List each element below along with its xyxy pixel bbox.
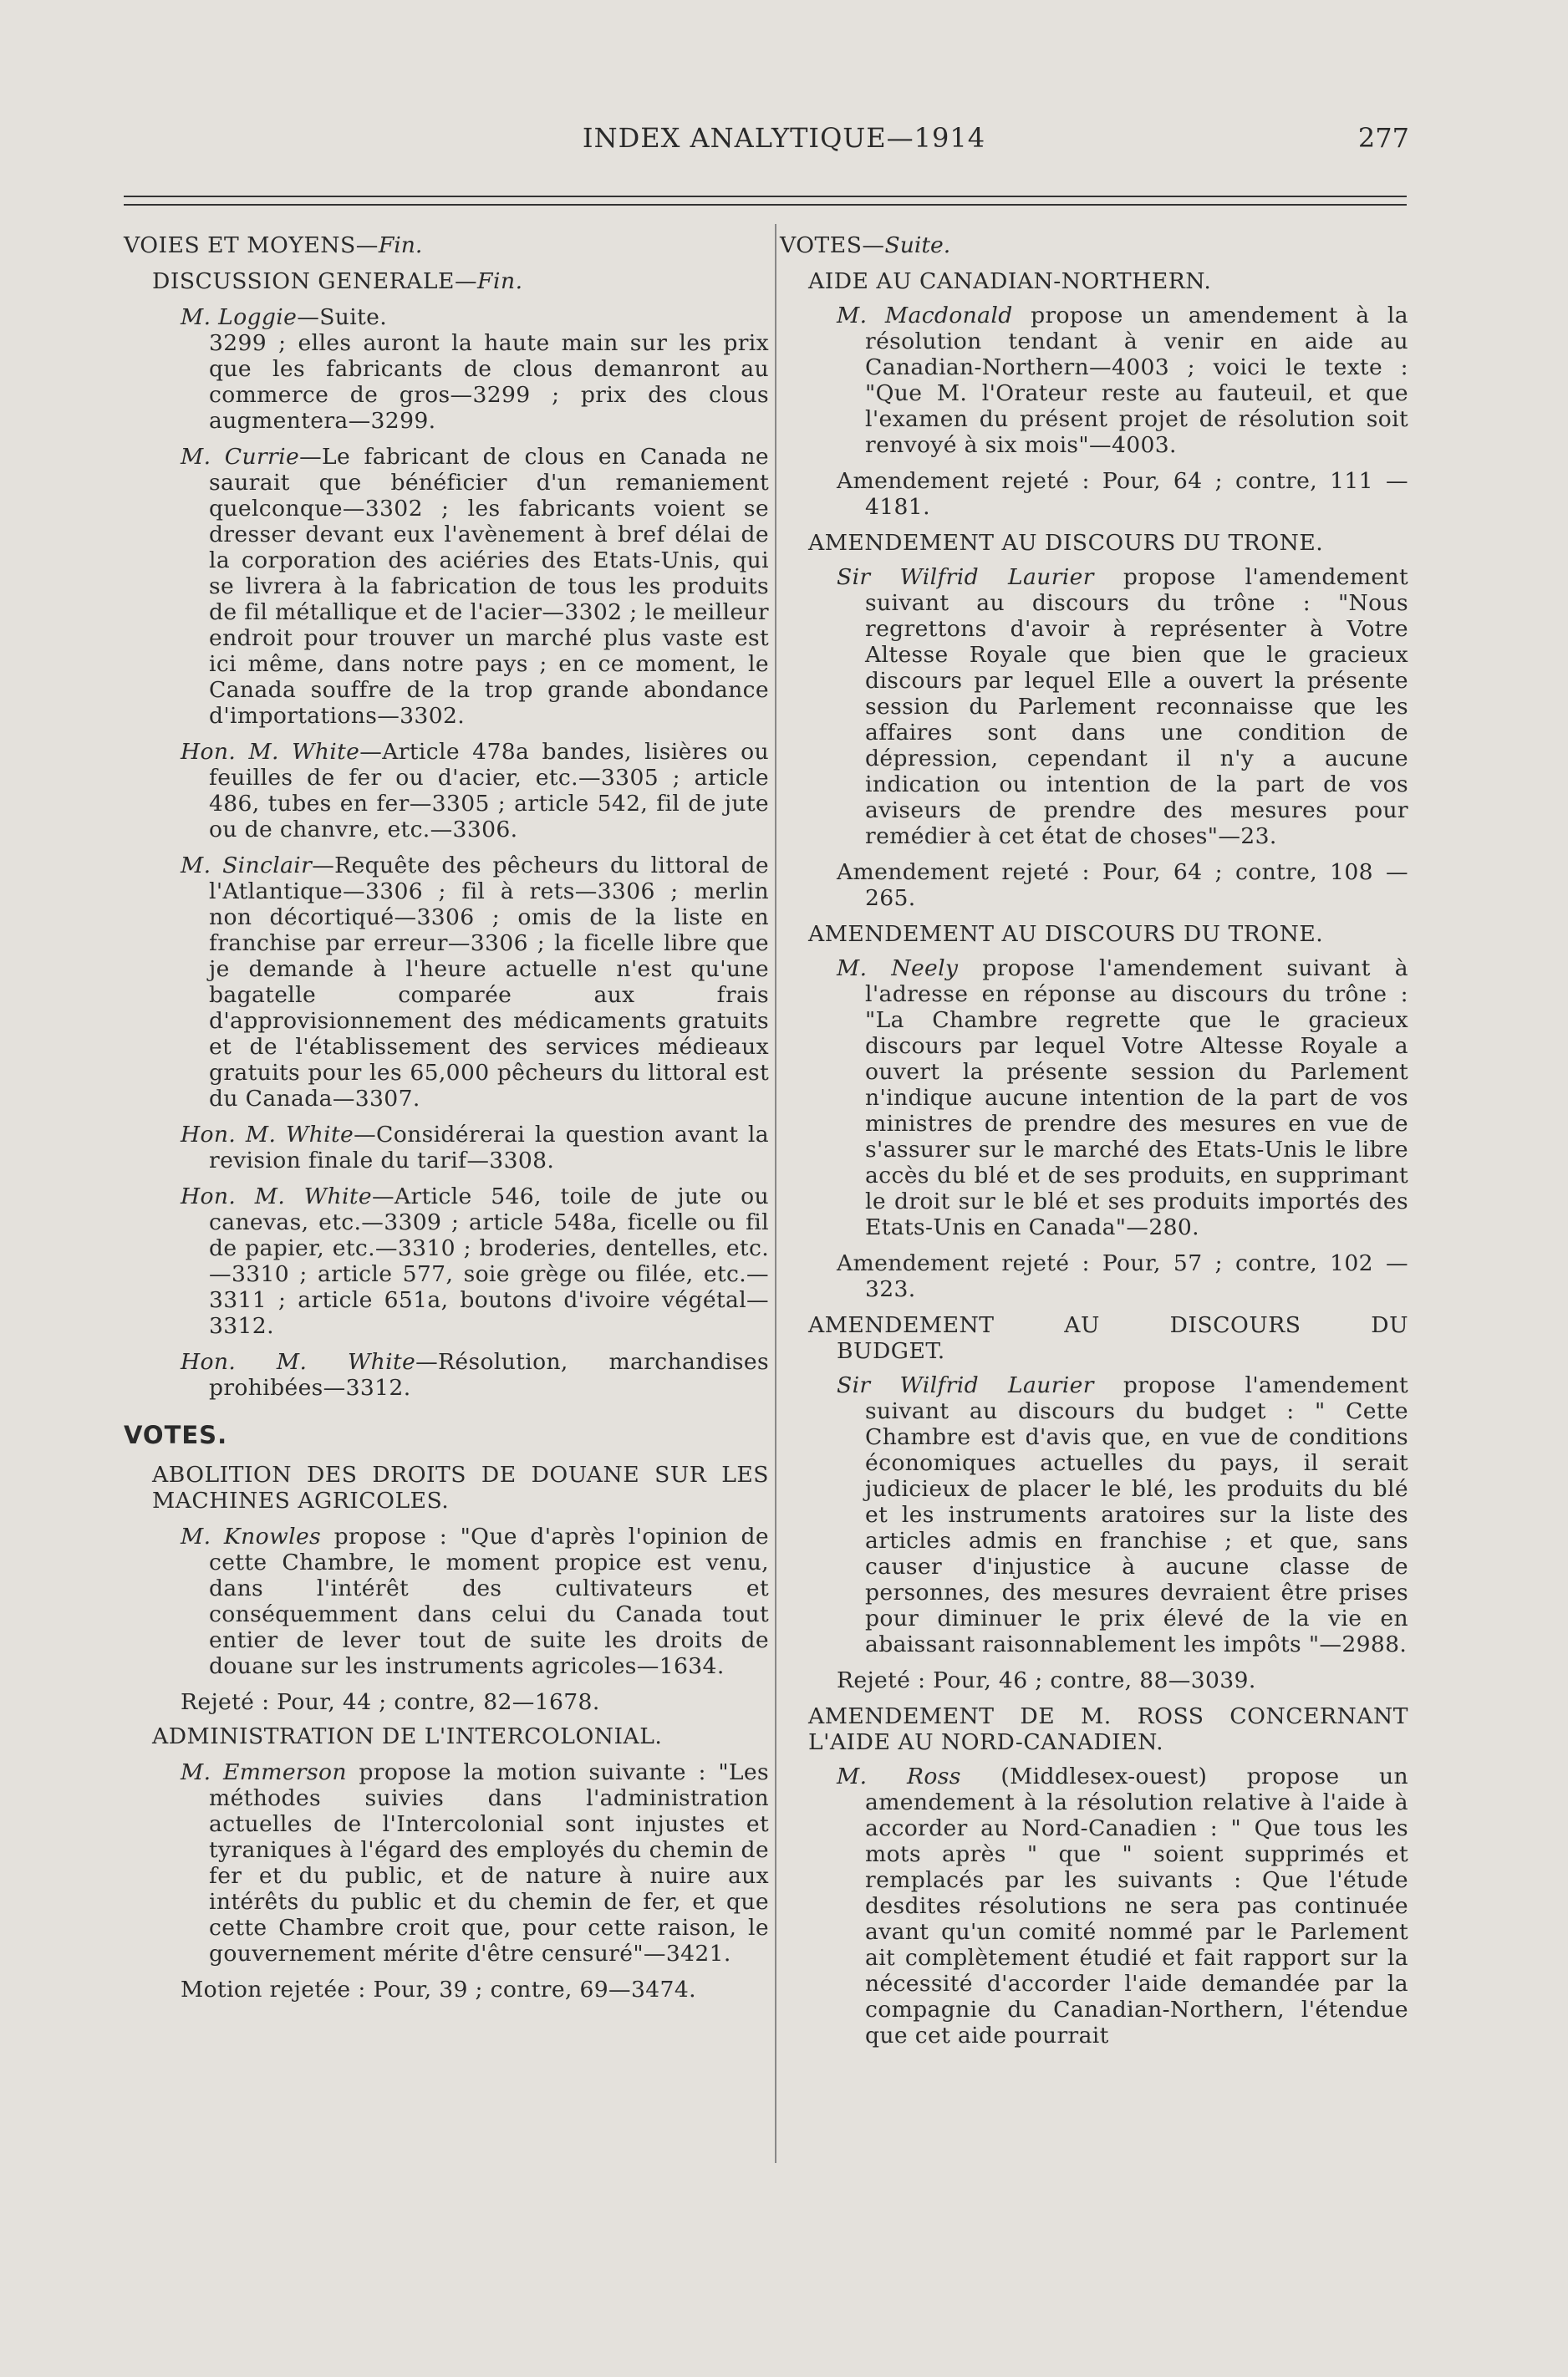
index-entry bbox=[124, 1183, 769, 1339]
speaker: M. Loggie bbox=[181, 304, 298, 330]
entry-continuation: 3299 ; elles auront la haute main sur les prix que les fabricants de clous demanront au commerce de gros—3299 ; prix des clous augmentera—3299. bbox=[209, 330, 769, 434]
speaker: Hon. M. White bbox=[181, 739, 360, 765]
speaker: Sir Wilfrid Laurier bbox=[837, 1372, 1094, 1398]
speaker: Hon. M. White bbox=[181, 1183, 372, 1209]
entry-text: —Article 546, toile de jute ou canevas, etc.—3309 ; article 548a, ficelle ou fil de papier, etc.—3310 ; broderies, dentelles, etc.—3310 ; article 577, soie grège ou filée, etc.—3311 ; article 651a, boutons d'ivoire végétal—3312. bbox=[209, 1183, 769, 1339]
right-running-head-suffix: Suite. bbox=[884, 232, 951, 258]
subheading-budget-line1: AMENDEMENT AU DISCOURS DU bbox=[808, 1312, 1408, 1338]
subheading-ross: AMENDEMENT DE M. ROSS CONCERNANT L'AIDE AU NORD-CANADIEN. bbox=[808, 1703, 1408, 1755]
entry-text: propose : "Que d'après l'opinion de cette Chambre, le moment propice est venu, dans l'intérêt des cultivateurs et conséquemment dans celui du Canada tout entier de lever tout de suite les droits de douane sur les instruments agricoles—1634. bbox=[209, 1524, 770, 1679]
index-entry bbox=[124, 1349, 769, 1401]
subheading-budget-line2: BUDGET. bbox=[837, 1338, 945, 1364]
index-entry bbox=[124, 1524, 769, 1679]
index-entry bbox=[780, 1372, 1408, 1657]
entry-text: propose un amendement à la résolution tendant à venir en aide au Canadian-Northern—4003 ; voici le texte : "Que M. l'Orateur reste au fauteuil, et que l'examen du présent projet de résolution soit renvoyé à six mois"—4003. bbox=[865, 303, 1408, 458]
vote-result: Motion rejetée : Pour, 39 ; contre, 69—3474. bbox=[181, 1977, 696, 2003]
vote-result: Amendement rejeté : Pour, 64 ; contre, 111 —4181. bbox=[837, 468, 1408, 520]
left-subhead-text: DISCUSSION GENERALE— bbox=[152, 268, 478, 294]
entry-text: propose l'amendement suivant à l'adresse en réponse au discours du trône : "La Chambre regrette que le gracieux discours par lequel Votre Altesse Royale a ouvert la présente session du Parlement n'indique aucune intention de la part de vos ministres de prendre des mesures en vue de s'assurer sur le marché des Etats-Unis le libre accès du blé et de ses produits, en supprimant le droit sur le blé et ses produits importés des Etats-Unis en Canada"—280. bbox=[865, 955, 1408, 1240]
running-title: INDEX ANALYTIQUE—1914 bbox=[582, 122, 986, 154]
subheading-trone-2: AMENDEMENT AU DISCOURS DU TRONE. bbox=[808, 921, 1324, 947]
right-column bbox=[780, 232, 1408, 2059]
right-running-head-text: VOTES— bbox=[780, 232, 885, 258]
speaker: Sir Wilfrid Laurier bbox=[837, 564, 1094, 590]
left-running-head-text: VOIES ET MOYENS— bbox=[124, 232, 379, 258]
speaker: M. Macdonald bbox=[837, 303, 1013, 328]
speaker: Hon. M. White bbox=[181, 1122, 354, 1148]
speaker: M. Knowles bbox=[181, 1524, 322, 1550]
speaker: Hon. M. White bbox=[181, 1349, 416, 1375]
left-column bbox=[124, 232, 769, 2011]
subheading-abolition: ABOLITION DES DROITS DE DOUANE SUR LES MACHINES AGRICOLES. bbox=[152, 1462, 769, 1514]
entry-text: —Suite. bbox=[297, 304, 388, 330]
subheading-intercolonial: ADMINISTRATION DE L'INTERCOLONIAL. bbox=[152, 1723, 663, 1749]
speaker: M. Ross bbox=[837, 1764, 961, 1789]
entry-text: —Considérerai la question avant la revision finale du tarif—3308. bbox=[209, 1122, 769, 1173]
index-entry bbox=[780, 303, 1408, 458]
subheading-trone-1: AMENDEMENT AU DISCOURS DU TRONE. bbox=[808, 530, 1324, 556]
entry-text: (Middlesex-ouest) propose un amendement à la résolution relative à l'aide à accorder au Nord-Canadien : " Que tous les mots après " que " soient supprimés et remplacés par les suivants : Que l'étude desdites résolutions ne sera pas continuée avant qu'un comité nommé par le Parlement ait complètement étudié et fait rapport sur la nécessité d'accorder l'aide demandée par la compagnie du Canadian-Northern, l'étendue que cet aide pourrait bbox=[865, 1764, 1408, 2049]
left-subhead bbox=[152, 268, 769, 294]
speaker: M. Currie bbox=[181, 444, 300, 470]
entry-text: —Résolution, marchandises prohibées—3312. bbox=[209, 1349, 769, 1401]
index-entry bbox=[780, 955, 1408, 1240]
index-entry bbox=[780, 564, 1408, 849]
left-running-head-suffix: Fin. bbox=[378, 232, 423, 258]
header-rule bbox=[124, 196, 1407, 197]
vote-result: Rejeté : Pour, 44 ; contre, 82—1678. bbox=[181, 1689, 600, 1715]
page-header bbox=[0, 117, 1568, 159]
entry-text: —Requête des pêcheurs du littoral de l'Atlantique—3306 ; fil à rets—3306 ; merlin non décortiqué—3306 ; omis de la liste en franchise par erreur—3306 ; la ficelle libre que je demande à l'heure actuelle n'est qu'une bagatelle comparée aux frais d'approvisionnement des médicaments gratuits et de l'établissement des services médieaux gratuits pour les 65,000 pêcheurs du littoral est du Canada—3307. bbox=[209, 853, 769, 1112]
right-running-head bbox=[780, 232, 1408, 258]
vote-result: Amendement rejeté : Pour, 57 ; contre, 102 —323. bbox=[837, 1250, 1408, 1302]
index-entry bbox=[124, 739, 769, 842]
page-number: 277 bbox=[1357, 122, 1409, 154]
column-divider bbox=[775, 224, 776, 2163]
vote-result: Amendement rejeté : Pour, 64 ; contre, 108 —265. bbox=[837, 859, 1408, 911]
speaker: M. Sinclair bbox=[181, 853, 313, 878]
section-heading-votes: VOTES. bbox=[124, 1421, 228, 1449]
subheading-aide: AIDE AU CANADIAN-NORTHERN. bbox=[808, 268, 1212, 294]
index-entry bbox=[124, 1122, 769, 1173]
entry-text: —Le fabricant de clous en Canada ne saurait que bénéficier d'un remaniement quelconque—3302 ; les fabricants voient se dresser devant eux l'avènement à bref délai de la corporation des aciéries des Etats-Unis, qui se livrera à la fabrication de tous les produits de fil métallique et de l'acier—3302 ; le meilleur endroit pour trouver un marché plus vaste est ici même, dans notre pays ; en ce moment, le Canada souffre de la trop grande abondance d'importations—3302. bbox=[209, 444, 769, 729]
entry-text: propose la motion suivante : "Les méthodes suivies dans l'administration actuelles de l'Intercolonial sont injustes et tyraniques à l'égard des employés du chemin de fer et du public, et de nature à nuire aux intérêts du public et du chemin de fer, et que cette Chambre croit que, pour cette raison, le gouvernement mérite d'être censuré"—3421. bbox=[209, 1759, 769, 1967]
index-entry bbox=[124, 444, 769, 729]
index-entry bbox=[124, 853, 769, 1112]
entry-text: propose l'amendement suivant au discours du budget : " Cette Chambre est d'avis que, en vue de conditions économiques actuelles du pays, il serait judicieux de placer le blé, les produits du blé et les instruments aratoires sur la liste des articles admis en franchise ; et que, sans causer d'injustice à aucune classe de personnes, des mesures devraient être prises pour diminuer le prix élevé de la vie en abaissant raisonnablement les impôts "—2988. bbox=[865, 1372, 1408, 1657]
entry-text: propose l'amendement suivant au discours du trône : "Nous regrettons d'avoir à représenter à Votre Altesse Royale que bien que le gracieux discours par lequel Elle a ouvert la présente session du Parlement reconnaisse que les affaires sont dans une condition de dépression, cependant il n'y a aucune indication ou intention de la part de vos aviseurs de prendre des mesures pour remédier à cet état de choses"—23. bbox=[865, 564, 1408, 849]
header-rule-double bbox=[124, 204, 1407, 206]
entry-text: —Article 478a bandes, lisières ou feuilles de fer ou d'acier, etc.—3305 ; article 486, tubes en fer—3305 ; article 542, fil de jute ou de chanvre, etc.—3306. bbox=[209, 739, 769, 842]
left-subhead-suffix: Fin. bbox=[477, 268, 523, 294]
speaker: M. Neely bbox=[837, 955, 959, 981]
speaker: M. Emmerson bbox=[181, 1759, 347, 1785]
index-entry bbox=[124, 1759, 769, 1967]
vote-result: Rejeté : Pour, 46 ; contre, 88—3039. bbox=[837, 1667, 1256, 1693]
index-entry bbox=[124, 304, 769, 330]
left-running-head bbox=[124, 232, 769, 258]
index-entry bbox=[780, 1764, 1408, 2049]
